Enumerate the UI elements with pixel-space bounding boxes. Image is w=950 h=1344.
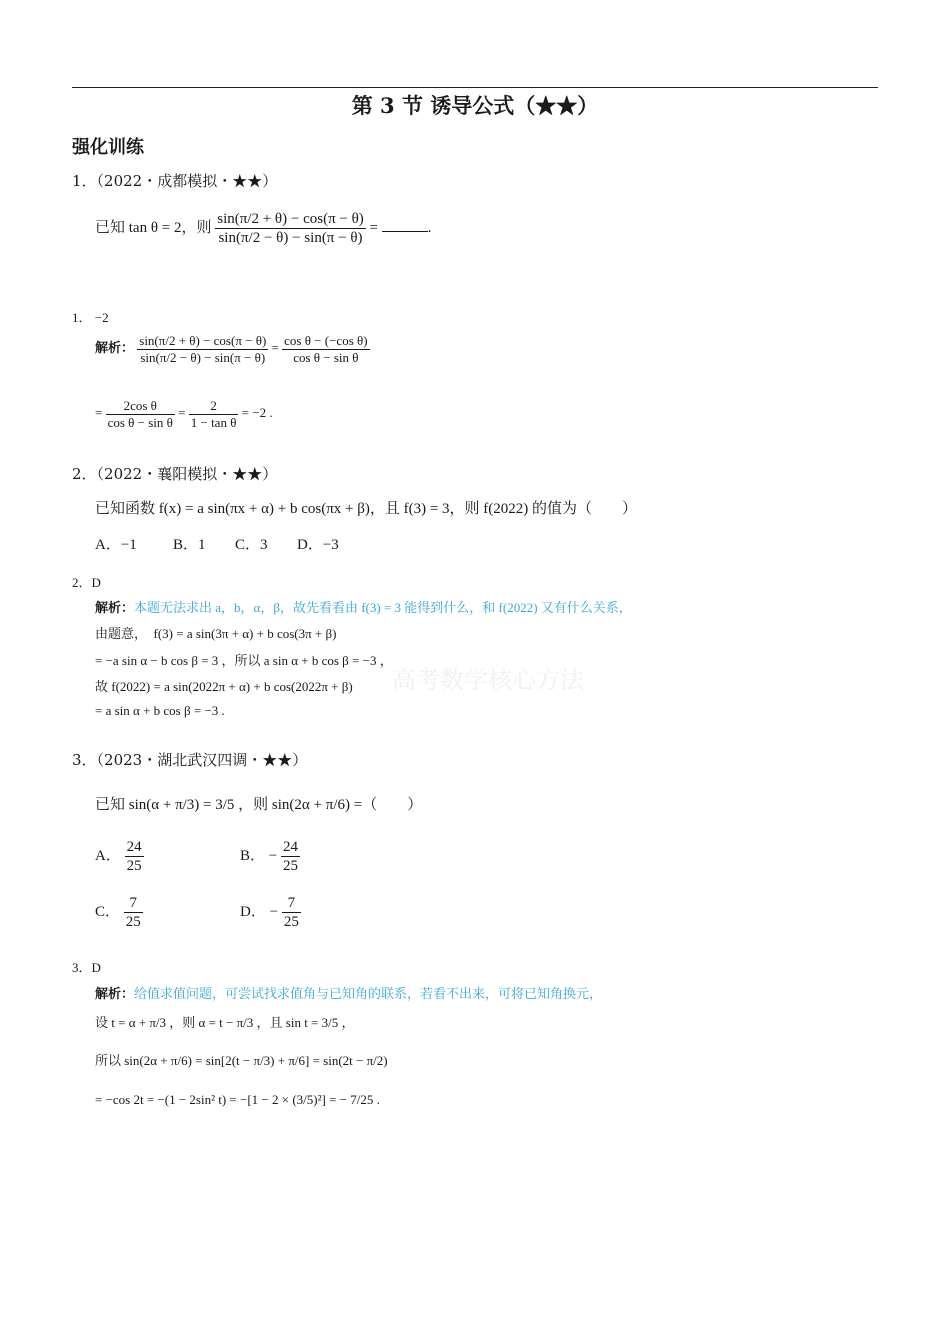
q3-option-a-fraction: [125, 838, 144, 875]
q3-option-c-fraction: [124, 894, 143, 931]
q1-sol-frac3-num: 2cos θ: [106, 398, 175, 415]
q1-sol-frac2-den: cos θ − sin θ: [293, 349, 359, 365]
top-rule: [72, 87, 878, 88]
q2-solution-line1: 由题意， f(3) = a sin(3π + α) + b cos(3π + β): [95, 626, 337, 641]
q1-sol-frac4-den: 1 − tan θ: [190, 414, 237, 430]
q1-solution-line1: 解析： $\frac{\sin(\pi/2 + \theta) - \cos(\pi - \theta)}{\sin(\pi/2 - \theta) - \sin(\pi - \theta)}$ = $\frac{\text{cos θ − (−cos θ)}}{\text{cos θ − sin θ}}$: [95, 333, 368, 365]
q2-stem: 已知函数 f(x) = a sin(πx + α) + b cos(πx + β)，且 f(3) = 3，则 f(2022) 的值为（ ）: [95, 501, 638, 517]
q2-solution-label: 解析：: [95, 600, 135, 615]
q1-sol-frac1: [137, 333, 268, 365]
q3-answer: 3．D: [72, 960, 101, 975]
q1-sol-frac1-num: sin(π/2 + θ) − cos(π − θ): [139, 333, 267, 348]
q1-answer-label: 1．: [72, 310, 92, 325]
q3-option-b-sign: −: [268, 847, 278, 864]
q1-sol-frac1-den: sin(π/2 − θ) − sin(π − θ): [140, 349, 266, 365]
q3-option-a-label: A．: [95, 847, 121, 864]
q3-solution-line2: 所以 sin(2α + π/6) = sin[2(t − π/3) + π/6] = sin(2t − π/2): [95, 1053, 388, 1068]
q3-option-a-den: 25: [126, 858, 142, 874]
q1-sol-frac4: [189, 398, 239, 430]
q3-option-a-num: 24: [126, 839, 142, 855]
q2-solution-line4: = a sin α + b cos β = −3 .: [95, 703, 225, 718]
q1-stem: [95, 210, 432, 247]
q1-answer-line: [72, 307, 109, 326]
q3-option-c-label: C．: [95, 903, 121, 920]
q3-option-d-den: 25: [283, 914, 299, 930]
q1-sol-frac2: [282, 333, 369, 365]
q2-solution-line3: 故 f(2022) = a sin(2022π + α) + b cos(2022π + β): [95, 679, 353, 694]
q3-option-c-num: 7: [124, 894, 143, 913]
q2-heading: 2．（2022・襄阳模拟・★★）: [72, 465, 278, 483]
q1-sol-frac3-den: cos θ − sin θ: [107, 414, 173, 430]
q2-answer: 2．D: [72, 575, 101, 590]
q2-option-c: C．3: [235, 537, 268, 553]
q3-solution-hint: 给值求值问题，可尝试找求值角与已知角的联系，若看不出来，可将已知角换元，: [134, 986, 603, 1001]
q1-prefix: 已知 tan θ = 2，则: [95, 219, 212, 236]
q3-option-b-fraction: [281, 838, 300, 875]
q1-sol-result: = −2 .: [241, 405, 273, 421]
q1-sol-frac2-num: cos θ − (−cos θ): [284, 333, 368, 348]
q1-fraction: [215, 210, 366, 247]
page-title: 第 3 节 诱导公式（★★）: [351, 93, 599, 118]
q3-stem: 已知 sin(α + π/3) = 3/5 ，则 sin(2α + π/6) =（ ）: [95, 797, 423, 813]
section-heading: 强化训练: [72, 137, 144, 158]
q3-option-d-sign: −: [269, 903, 279, 920]
q3-option-a: [95, 838, 144, 875]
q1-sol-frac4-num: 2: [189, 398, 239, 415]
q1-equals: =: [369, 219, 378, 236]
q3-heading: 3．（2023・湖北武汉四调・★★）: [72, 751, 308, 769]
q3-solution-line3: = −cos 2t = −(1 − 2sin² t) = −[1 − 2 × (3/5)²] = − 7/25 .: [95, 1092, 380, 1107]
q1-answer: −2: [94, 310, 109, 325]
q2-option-d: D．−3: [297, 537, 339, 553]
watermark: 高考数学核心方法: [392, 666, 584, 694]
q3-solution-label: 解析：: [95, 986, 135, 1001]
q3-solution-line1: 设 t = α + π/3 ，则 α = t − π/3 ，且 sin t = 3/5 ，: [95, 1015, 355, 1030]
q3-option-b-num: 24: [282, 839, 298, 855]
q3-option-b-label: B．: [240, 847, 266, 864]
q3-option-d-num: 7: [282, 894, 301, 913]
q3-option-b: [240, 838, 300, 875]
q2-solution-hint: 本题无法求出 a，b，α，β，故先看看由 f(3) = 3 能得到什么，和 f(2022) 又有什么关系，: [134, 600, 632, 615]
q2-option-b: B．1: [173, 537, 206, 553]
q3-solution-hint-line: [95, 983, 602, 1002]
q3-option-d-label: D．: [240, 903, 266, 920]
q3-option-c: [95, 894, 143, 931]
q3-option-b-den: 25: [282, 858, 298, 874]
q1-suffix: .: [427, 219, 432, 236]
q3-option-d: [240, 894, 301, 931]
q2-solution-line2: = −a sin α − b cos β = 3 ，所以 a sin α + b cos β = −3 ，: [95, 653, 393, 668]
q2-option-a: A．−1: [95, 537, 137, 553]
q3-option-c-den: 25: [125, 914, 141, 930]
q1-heading: 1．（2022・成都模拟・★★）: [72, 172, 278, 190]
q3-option-d-fraction: [282, 894, 301, 931]
q1-denominator: sin(π/2 − θ) − sin(π − θ): [218, 230, 363, 246]
q1-solution-line2: = $\frac{\text{2cos θ}}{\text{cos θ − sin θ}}$ = $\frac{2}{\text{1 − tan θ}}$ = −2 .: [95, 398, 273, 430]
q1-numerator: sin(π/2 + θ) − cos(π − θ): [217, 211, 364, 227]
q1-sol-frac3: [106, 398, 175, 430]
q1-solution-label: 解析：: [95, 340, 135, 356]
q2-solution-hint-line: [95, 597, 632, 616]
q1-answer-blank: [382, 217, 428, 232]
